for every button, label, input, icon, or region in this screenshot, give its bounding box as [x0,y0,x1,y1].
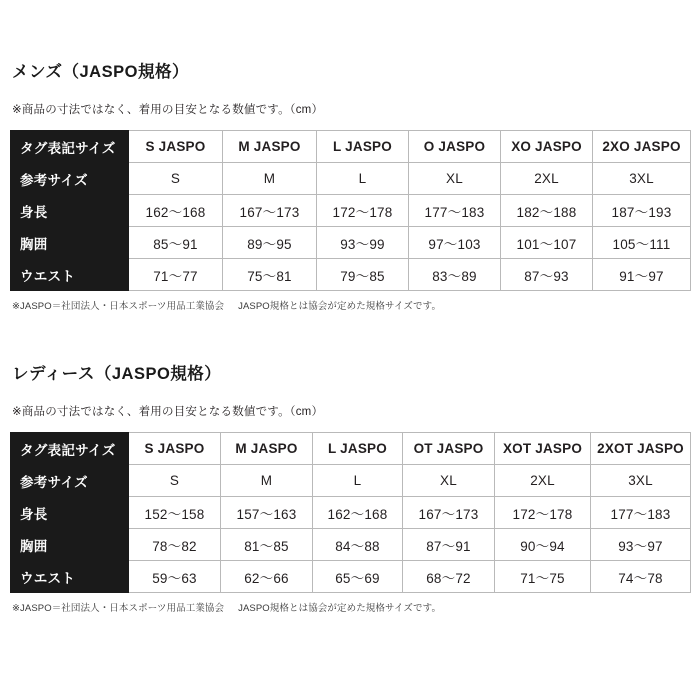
cell-chest-3: 84〜88 [313,529,403,561]
cell-height-6: 177〜183 [591,497,691,529]
cell-tag-size-l: L JASPO [317,131,409,163]
footnote-men-b: JASPO規格とは協会が定めた規格サイズです。 [238,301,442,312]
table-row [11,433,691,465]
row-header-tag-size: タグ表記サイズ [11,433,129,465]
cell-waist-5: 71〜75 [495,561,591,593]
cell-tag-size-m: M JASPO [223,131,317,163]
cell-height-2: 157〜163 [221,497,313,529]
cell-waist-3: 65〜69 [313,561,403,593]
page-title-men: メンズ（JASPO規格） [12,63,189,81]
row-header-reference-size: 参考サイズ [11,465,129,497]
page-title-ladies: レディース（JASPO規格） [12,365,222,383]
cell-tag-size-s: S JASPO [129,131,223,163]
cell-waist-1: 71〜77 [129,259,223,291]
table-row [11,259,691,291]
cell-chest-4: 87〜91 [403,529,495,561]
cell-tag-size-m: M JASPO [221,433,313,465]
cell-waist-6: 91〜97 [593,259,691,291]
cell-chest-2: 81〜85 [221,529,313,561]
cell-reference-size-3: L [313,465,403,497]
footnote-ladies-a: ※JASPO＝社団法人・日本スポーツ用品工業協会 [12,603,225,614]
cell-waist-6: 74〜78 [591,561,691,593]
cell-waist-3: 79〜85 [317,259,409,291]
cell-tag-size-2xot: 2XOT JASPO [591,433,691,465]
cell-chest-1: 78〜82 [129,529,221,561]
cell-tag-size-o: O JASPO [409,131,501,163]
cell-reference-size-3: L [317,163,409,195]
table-row [11,561,691,593]
table-footnote-men [12,298,690,312]
cell-waist-4: 68〜72 [403,561,495,593]
cell-reference-size-6: 3XL [591,465,691,497]
cell-height-4: 167〜173 [403,497,495,529]
cell-height-2: 167〜173 [223,195,317,227]
size-table-ladies [10,432,691,593]
cell-chest-5: 90〜94 [495,529,591,561]
cell-chest-5: 101〜107 [501,227,593,259]
cell-reference-size-1: S [129,465,221,497]
cell-height-5: 172〜178 [495,497,591,529]
cell-reference-size-2: M [223,163,317,195]
table-row [11,131,691,163]
table-row [11,163,691,195]
cell-chest-3: 93〜99 [317,227,409,259]
cell-height-3: 172〜178 [317,195,409,227]
table-row [11,227,691,259]
cell-height-3: 162〜168 [313,497,403,529]
cell-waist-1: 59〜63 [129,561,221,593]
section-men [10,0,690,312]
cell-chest-2: 89〜95 [223,227,317,259]
cell-reference-size-2: M [221,465,313,497]
row-header-chest: 胸囲 [11,529,129,561]
cell-waist-2: 62〜66 [221,561,313,593]
cell-tag-size-2xo: 2XO JASPO [593,131,691,163]
cell-reference-size-4: XL [409,163,501,195]
table-row [11,497,691,529]
cell-height-5: 182〜188 [501,195,593,227]
cell-waist-5: 87〜93 [501,259,593,291]
section-note-men: ※商品の寸法ではなく、着用の目安となる数値です。（cm） [12,104,324,116]
row-header-waist: ウエスト [11,259,129,291]
row-header-reference-size: 参考サイズ [11,163,129,195]
cell-height-1: 162〜168 [129,195,223,227]
footnote-men-a: ※JASPO＝社団法人・日本スポーツ用品工業協会 [12,301,225,312]
table-row [11,529,691,561]
cell-tag-size-xot: XOT JASPO [495,433,591,465]
cell-reference-size-1: S [129,163,223,195]
table-row [11,195,691,227]
row-header-tag-size: タグ表記サイズ [11,131,129,163]
cell-reference-size-5: 2XL [501,163,593,195]
cell-chest-6: 93〜97 [591,529,691,561]
cell-reference-size-4: XL [403,465,495,497]
row-header-waist: ウエスト [11,561,129,593]
cell-tag-size-xo: XO JASPO [501,131,593,163]
section-note-ladies: ※商品の寸法ではなく、着用の目安となる数値です。（cm） [12,406,324,418]
table-row [11,465,691,497]
cell-chest-6: 105〜111 [593,227,691,259]
cell-tag-size-s: S JASPO [129,433,221,465]
cell-reference-size-5: 2XL [495,465,591,497]
size-table-men [10,130,691,291]
cell-chest-4: 97〜103 [409,227,501,259]
section-ladies [10,312,690,614]
row-header-height: 身長 [11,195,129,227]
cell-tag-size-ot: OT JASPO [403,433,495,465]
row-header-height: 身長 [11,497,129,529]
table-footnote-ladies [12,600,690,614]
cell-height-6: 187〜193 [593,195,691,227]
cell-tag-size-l: L JASPO [313,433,403,465]
cell-reference-size-6: 3XL [593,163,691,195]
cell-waist-4: 83〜89 [409,259,501,291]
row-header-chest: 胸囲 [11,227,129,259]
cell-height-4: 177〜183 [409,195,501,227]
cell-waist-2: 75〜81 [223,259,317,291]
footnote-ladies-b: JASPO規格とは協会が定めた規格サイズです。 [238,603,442,614]
cell-height-1: 152〜158 [129,497,221,529]
cell-chest-1: 85〜91 [129,227,223,259]
